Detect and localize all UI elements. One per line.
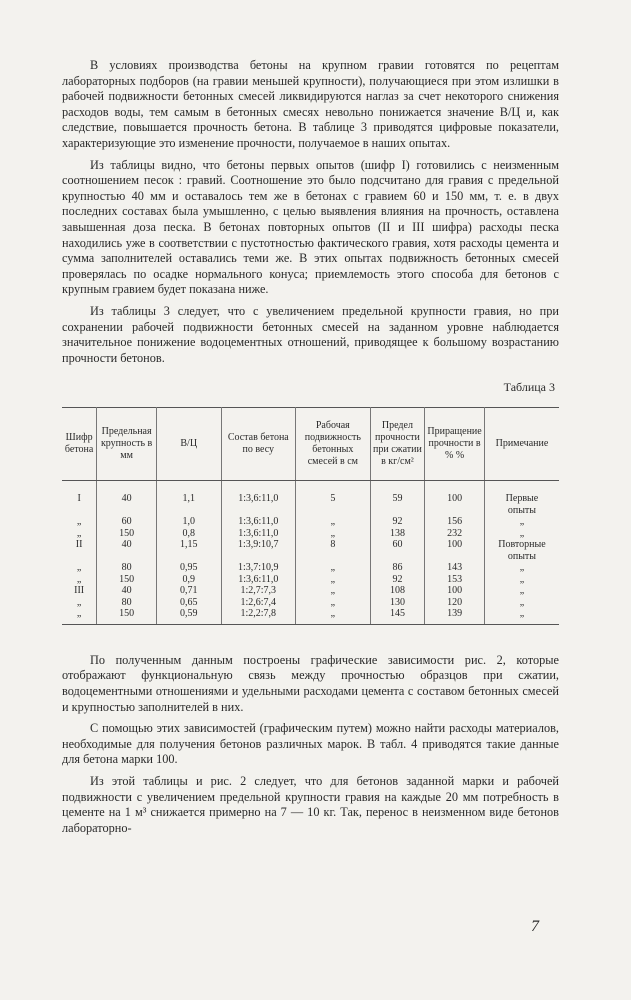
table-row bbox=[62, 539, 559, 551]
table-cell: 0,59 bbox=[156, 608, 221, 624]
table-cell: 1,0 bbox=[156, 516, 221, 528]
table-cell: 8 bbox=[296, 539, 371, 551]
paragraph-4: По полученным данным построены графические зависимости рис. 2, которые отображают функциональную связь между прочностью образцов при сжатии, водоцементными отношениями и удельными расходами цемента с составом бетонных смесей и крупностью заполнителей в них. bbox=[62, 652, 559, 714]
table-cell bbox=[156, 551, 221, 563]
table-cell: 145 bbox=[370, 608, 425, 624]
table-cell: 60 bbox=[370, 539, 425, 551]
table-cell: 1:3,6:11,0 bbox=[221, 516, 296, 528]
column-header: Предельная крупность в мм bbox=[97, 408, 157, 481]
data-table bbox=[62, 407, 559, 625]
table-cell: 40 bbox=[97, 585, 157, 597]
table-cell: 40 bbox=[97, 481, 157, 505]
table-cell: „ bbox=[519, 516, 525, 528]
table-cell: 1:2,2:7,8 bbox=[221, 608, 296, 624]
table-cell: 108 bbox=[370, 585, 425, 597]
table-cell: 60 bbox=[97, 516, 157, 528]
table-row bbox=[62, 585, 559, 597]
table-cell: 92 bbox=[370, 516, 425, 528]
table-row bbox=[62, 528, 559, 540]
column-header: Предел прочности при сжатии в кг/см² bbox=[370, 408, 425, 481]
table-cell: 59 bbox=[370, 481, 425, 505]
table-cell bbox=[62, 505, 97, 517]
table-cell: III bbox=[62, 585, 97, 597]
table-cell: 0,8 bbox=[156, 528, 221, 540]
table-cell bbox=[370, 505, 425, 517]
column-header: Рабочая подвижность бетонных смесей в см bbox=[296, 408, 371, 481]
table-cell: 1,15 bbox=[156, 539, 221, 551]
table-cell: 80 bbox=[97, 562, 157, 574]
table-cell: 138 bbox=[370, 528, 425, 540]
table-cell: 92 bbox=[370, 574, 425, 586]
table-cell bbox=[97, 551, 157, 563]
table-cell: 5 bbox=[296, 481, 371, 505]
table-cell: „ bbox=[519, 562, 525, 574]
column-header: Состав бетона по весу bbox=[221, 408, 296, 481]
table-row bbox=[62, 562, 559, 574]
table-cell: 0,65 bbox=[156, 597, 221, 609]
paragraph-6: Из этой таблицы и рис. 2 следует, что для бетонов заданной марки и рабочей подвижности с увеличением предельной крупности гравия на каждые 20 мм потребность в цементе на 1 м³ снижается примерно на 7 — 10 кг. Так, перенос в неизменном виде бетонов лабораторно- bbox=[62, 773, 559, 835]
table-cell: 100 bbox=[425, 539, 485, 551]
table-cell: 0,9 bbox=[156, 574, 221, 586]
table-cell: „ bbox=[296, 516, 371, 528]
table-row bbox=[62, 608, 559, 624]
table-cell: 139 bbox=[425, 608, 485, 624]
table-cell: „ bbox=[62, 562, 97, 574]
table-row bbox=[62, 516, 559, 528]
table-row bbox=[62, 574, 559, 586]
table-cell: 143 bbox=[425, 562, 485, 574]
table-cell: „ bbox=[62, 608, 97, 624]
paragraph-3: Из таблицы 3 следует, что с увеличением предельной крупности гравия, но при сохранении рабочей подвижности бетонных смесей на заданном уровне наблюдается значительное понижение водоцементных отношений, приводящее к большому возрастанию прочности бетонов. bbox=[62, 303, 559, 365]
table-cell bbox=[296, 551, 371, 563]
table-cell bbox=[425, 505, 485, 517]
paragraph-5: С помощью этих зависимостей (графическим путем) можно найти расходы материалов, необходимые для получения бетонов различных марок. В табл. 4 приводятся такие данные для бетона марки 100. bbox=[62, 721, 559, 767]
table-cell: 40 bbox=[97, 539, 157, 551]
table-cell: I bbox=[62, 481, 97, 505]
table-cell: 150 bbox=[97, 574, 157, 586]
table-cell: „ bbox=[519, 573, 525, 585]
table-cell: 150 bbox=[97, 608, 157, 624]
column-header: Примечание bbox=[484, 408, 559, 481]
table-cell: опыты bbox=[507, 550, 537, 562]
table-cell: 1:3,6:11,0 bbox=[221, 574, 296, 586]
table-cell: „ bbox=[62, 516, 97, 528]
table-cell: 1:2,6:7,4 bbox=[221, 597, 296, 609]
table-cell: „ bbox=[296, 528, 371, 540]
table-header-row bbox=[62, 408, 559, 481]
table-body bbox=[62, 481, 559, 625]
table-cell: „ bbox=[519, 585, 525, 597]
table-cell: „ bbox=[62, 574, 97, 586]
page-number: 7 bbox=[531, 918, 539, 935]
table-cell bbox=[97, 505, 157, 517]
column-header: Приращение прочности в % % bbox=[425, 408, 485, 481]
table-cell: „ bbox=[296, 574, 371, 586]
table-cell bbox=[156, 505, 221, 517]
table-cell: 153 bbox=[425, 574, 485, 586]
table-cell: „ bbox=[62, 597, 97, 609]
table-cell: опыты bbox=[507, 504, 537, 516]
table-cell: II bbox=[62, 539, 97, 551]
paragraph-2: Из таблицы видно, что бетоны первых опытов (шифр I) готовились с неизменным соотношением песок : гравий. Соотношение это было подсчитано для гравия с предельной крупностью 40 мм и оставалось тем же в бетонах с гравием 60 и 150 мм, т. е. в двух последних составах была умышленно, с целью выявления влияния на прочность, оставлена завышенная доза песка. В бетонах повторных опытов (II и III шифра) расходы песка находились уже в соответствии с пустотностью фактического гравия, хотя расходы цемента и сумма заполнителей оставались теми же. В этих опытах подвижность бетонных смесей проверялась по осадке нормального конуса; приемлемость этого способа для бетонов с крупным гравием будет показана ниже. bbox=[62, 157, 559, 297]
table-cell: „ bbox=[296, 562, 371, 574]
table-cell: 0,95 bbox=[156, 562, 221, 574]
table-row bbox=[62, 551, 559, 563]
table-cell: „ bbox=[296, 585, 371, 597]
table-cell: Повторные bbox=[498, 539, 546, 551]
table-cell: 1:3,9:10,7 bbox=[221, 539, 296, 551]
table-cell bbox=[221, 551, 296, 563]
paragraph-1: В условиях производства бетоны на крупном гравии готовятся по рецептам лабораторных подборов (на гравии меньшей крупности), получающиеся при этом излишки в рабочей подвижности бетонных смесей ликвидируются наглаз за счет некоторого снижения расходов воды, тем самым в бетонных смесях невольно понижается значение В/Ц и, как следствие, повышается прочность бетона. В таблице 3 приводятся цифровые показатели, характеризующие это изменение прочности, получаемое в наших опытах. bbox=[62, 58, 559, 150]
table-row bbox=[62, 597, 559, 609]
table-cell: 1:3,6:11,0 bbox=[221, 481, 296, 505]
table-caption: Таблица 3 bbox=[503, 380, 555, 395]
table-row bbox=[62, 481, 559, 505]
table-cell: 156 bbox=[425, 516, 485, 528]
table-row bbox=[62, 505, 559, 517]
table-cell: 232 bbox=[425, 528, 485, 540]
table-cell bbox=[370, 551, 425, 563]
table-cell: 0,71 bbox=[156, 585, 221, 597]
table-cell: 80 bbox=[97, 597, 157, 609]
table-cell: „ bbox=[296, 597, 371, 609]
table-cell bbox=[221, 505, 296, 517]
table-cell bbox=[296, 505, 371, 517]
table-cell: 130 bbox=[370, 597, 425, 609]
table-cell: 1:2,7:7,3 bbox=[221, 585, 296, 597]
table-cell bbox=[425, 551, 485, 563]
table-cell: 150 bbox=[97, 528, 157, 540]
table-cell: 1:3,6:11,0 bbox=[221, 528, 296, 540]
table-cell: 1:3,7:10,9 bbox=[221, 562, 296, 574]
table-cell: „ bbox=[519, 596, 525, 608]
table-cell: 100 bbox=[425, 585, 485, 597]
table-cell: Первые bbox=[505, 493, 539, 505]
table-cell: 1,1 bbox=[156, 481, 221, 505]
table-cell: 120 bbox=[425, 597, 485, 609]
table-cell: 100 bbox=[425, 481, 485, 505]
table-cell bbox=[62, 551, 97, 563]
table-cell: „ bbox=[519, 527, 525, 539]
table-cell: „ bbox=[62, 528, 97, 540]
table-cell: „ bbox=[484, 608, 559, 624]
table-cell: 86 bbox=[370, 562, 425, 574]
table-cell: „ bbox=[296, 608, 371, 624]
column-header: Шифр бетона bbox=[62, 408, 97, 481]
page-body bbox=[62, 58, 559, 842]
column-header: В/Ц bbox=[156, 408, 221, 481]
